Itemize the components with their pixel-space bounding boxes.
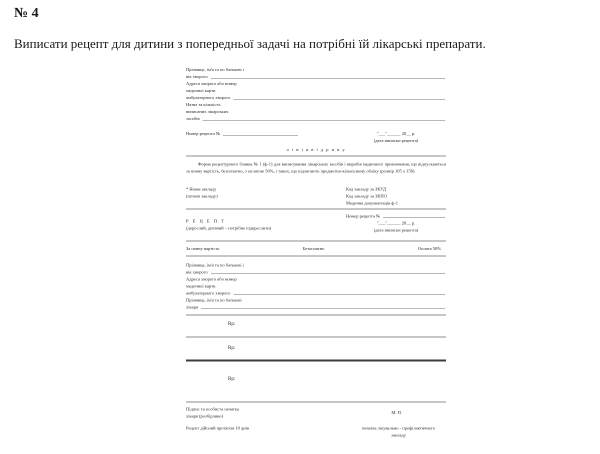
- payment-options-row: [186, 245, 446, 252]
- blank-line: [233, 295, 445, 296]
- recipe-date-caption: (дата виписки рецепта): [373, 227, 419, 233]
- doctor-name-label-2: лікаря: [186, 304, 198, 310]
- rp-label-1: Rp:: [228, 321, 236, 327]
- facility-doc-label: Медична документація ф-1: [346, 200, 399, 206]
- patient-name-label-1: Прізвище, ім'я та по батькові і: [186, 67, 244, 72]
- date-caption: (дата виписки рецепта): [373, 138, 419, 143]
- signature-label-2: лікаря (розбірливо): [186, 413, 224, 419]
- drugs-label-1: Назва та кількість: [186, 102, 221, 107]
- date-blank: "___"______ 20__ р.: [376, 131, 416, 136]
- tear-divider: [186, 156, 446, 157]
- patient-block-bottom: [186, 262, 446, 311]
- form-description: Форма рецептурного бланка № 1 (ф-1) для виписування лікарських засобів і виробів медичного призначення, що відпускаються за повну вартість, безоплатно, з оплатою 50%, і таких, що підлягають предметно-кількісному обліку (розмір 105 х 150): [186, 161, 446, 174]
- recipe-number-left: [186, 130, 346, 137]
- blank-line: [201, 309, 445, 310]
- blank-line: [211, 78, 445, 79]
- patient-block-top: [186, 66, 446, 122]
- patient2-name-label-1: Прізвище, ім'я та по батькові і: [186, 262, 244, 268]
- recipe-title-left: [186, 213, 271, 232]
- patient-address-label-2: медичної карти: [186, 88, 216, 93]
- recipe-no-row: [346, 213, 446, 220]
- payment-full-label: За повну вартість: [186, 246, 220, 251]
- patient2-name-row: [186, 269, 446, 276]
- task-number: № 4: [14, 6, 39, 21]
- facility-stamp-line-1: печатка лікувально - профілактичного: [361, 425, 436, 431]
- drugs-row: [186, 115, 446, 122]
- recipe-subtitle: (дорослий, дитячий – потрібне підкреслити): [186, 225, 272, 231]
- patient2-name-label-2: вік хворого: [186, 269, 208, 275]
- rp-label-2: Rp:: [228, 345, 236, 351]
- thick-divider: [186, 360, 446, 362]
- divider: [186, 256, 446, 257]
- patient-address-label-3: амбулаторного хворого: [186, 95, 231, 100]
- payment-free-label: Безоплатно: [302, 246, 325, 251]
- recipe-title: Р Е Ц Е П Т: [186, 218, 226, 224]
- payment-half-label: Оплата 50%: [417, 246, 441, 251]
- date-block: [346, 130, 446, 144]
- recipe-number-row: [186, 130, 446, 144]
- facility-left: [186, 186, 218, 200]
- facility-name-label: * Назва закладу: [186, 186, 217, 192]
- signature-block: [186, 406, 239, 420]
- validity-label: Рецепт дійсний протягом 10 днів: [186, 425, 250, 431]
- facility-stamp-line-2: закладу: [391, 432, 406, 438]
- recipe-no-label: Номер рецепта №: [346, 213, 381, 219]
- patient-address-row: [186, 94, 446, 101]
- recipe-date-blank: "___"______ 20__ р.: [376, 220, 416, 226]
- blank-line: [211, 274, 445, 275]
- recipe-title-block: [186, 213, 446, 234]
- blank-line: [203, 120, 445, 121]
- recipe-number-label: Номер рецепта №: [186, 131, 221, 136]
- facility-code-zkud: Код закладу за ЗКУД: [346, 186, 387, 192]
- patient2-address-label-1: Адреса хворого або номер: [186, 276, 237, 282]
- divider: [186, 209, 446, 210]
- divider: [186, 337, 446, 338]
- prescription-form-scan: [186, 62, 446, 439]
- blank-line: [233, 99, 445, 100]
- patient-address-label-1: Адреса хворого або номер: [186, 81, 237, 86]
- patient2-address-label-2: медичної карти: [186, 283, 216, 289]
- doctor-name-row: [186, 304, 446, 311]
- doctor-name-label-1: Прізвище, ім'я та по батькові: [186, 297, 242, 303]
- divider: [186, 402, 446, 403]
- facility-stamp-label: (штамп закладу): [186, 193, 218, 199]
- patient-name-label-2: вік хворого: [186, 74, 208, 79]
- recipe-number-block: [346, 213, 446, 234]
- facility-code-zkpo: Код закладу за ЗКПО: [346, 193, 387, 199]
- facility-stamp-block: [351, 425, 446, 439]
- signature-row: [186, 406, 446, 420]
- stamp-place-label: М. П.: [391, 410, 402, 415]
- signature-label-1: Підпис та особиста печатка: [186, 406, 239, 412]
- rp-label-3: Rp:: [228, 376, 236, 382]
- blank-line: [223, 135, 298, 136]
- blank-line: [383, 218, 445, 219]
- patient-name-row: [186, 73, 446, 80]
- divider: [186, 315, 446, 316]
- patient2-address-row: [186, 290, 446, 297]
- validity-row: [186, 425, 446, 439]
- facility-block: [186, 186, 446, 207]
- tear-line-label: л і н і я в і д р и в у: [286, 147, 346, 152]
- drugs-label-3: засобів: [186, 116, 200, 121]
- task-text: Виписати рецепт для дитини з попередньої задачі на потрібні їй лікарські препарати.: [14, 36, 486, 51]
- facility-codes: [346, 186, 446, 207]
- patient2-address-label-3: амбулаторного хворого: [186, 290, 231, 296]
- drugs-label-2: виписаних лікарських: [186, 109, 229, 114]
- divider: [186, 241, 446, 242]
